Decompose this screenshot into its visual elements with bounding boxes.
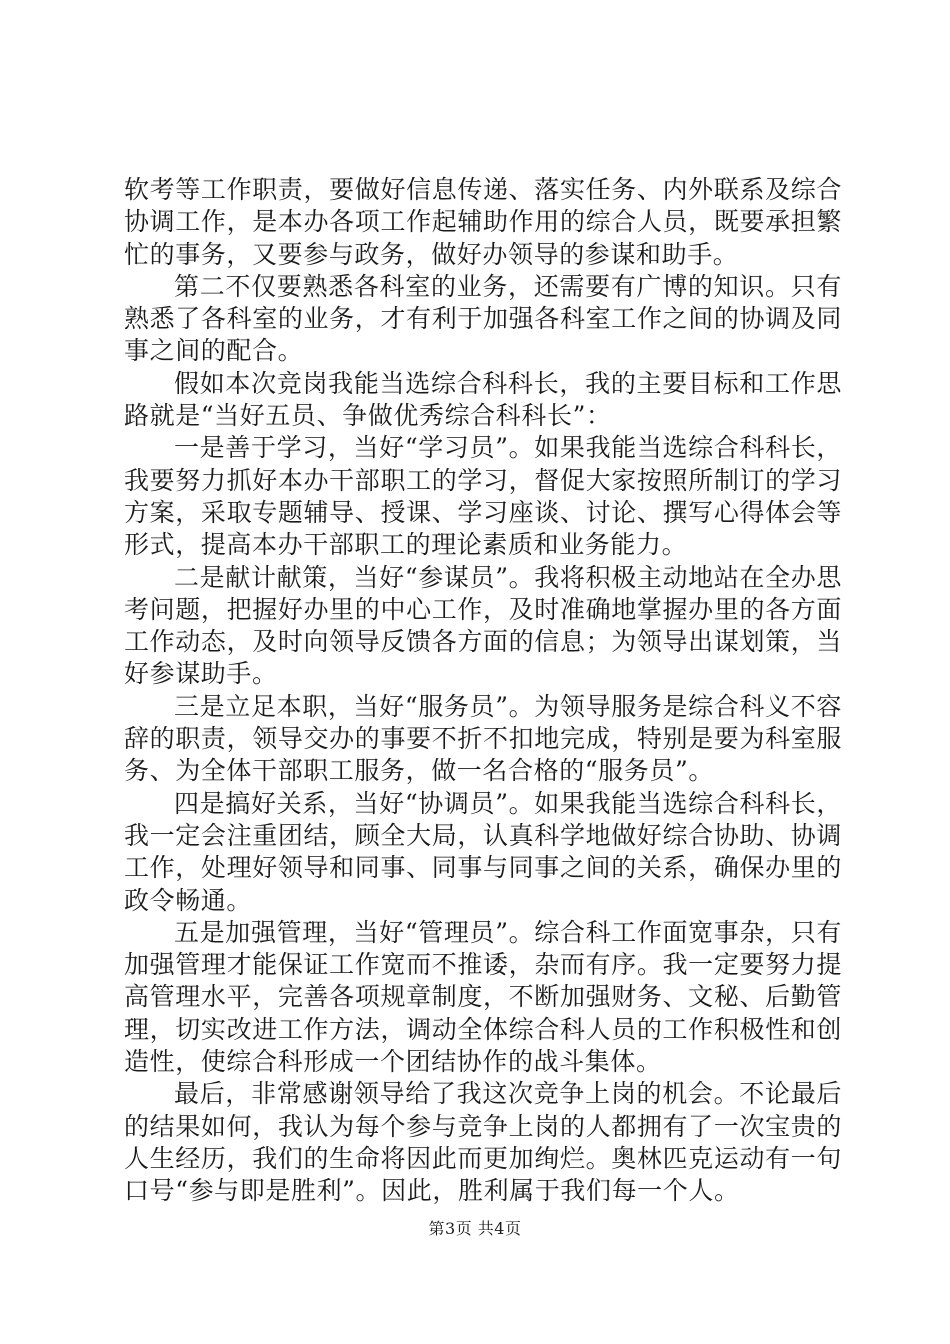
paragraph-continuation: 软考等工作职责，要做好信息传递、落实任务、内外联系及综合协调工作，是本办各项工作起辅助作用的综合人员，既要承担繁忙的事务，又要参与政务，做好办领导的参谋和助手。 [124,175,842,269]
paragraph-service: 三是立足本职，当好“服务员”。为领导服务是综合科义不容辞的职责，领导交办的事要不折不扣地完成，特别是要为科室服务、为全体干部职工服务，做一名合格的“服务员”。 [124,691,842,786]
paragraph-coordination: 四是搞好关系，当好“协调员”。如果我能当选综合科科长，我一定会注重团结，顾全大局，认真科学地做好综合协助、协调工作，处理好领导和同事、同事与同事之间的关系，确保办里的政令畅通。 [124,788,842,915]
document-body [124,174,842,1208]
paragraph-study: 一是善于学习，当好“学习员”。如果我能当选综合科科长，我要努力抓好本办干部职工的学习，督促大家按照所制订的学习方案，采取专题辅导、授课、学习座谈、讨论、撰写心得体会等形式，提高本办干部职工的理论素质和业务能力。 [124,433,842,560]
paragraph-management: 五是加强管理，当好“管理员”。综合科工作面宽事杂，只有加强管理才能保证工作宽而不推诿，杂而有序。我一定要努力提高管理水平，完善各项规章制度，不断加强财务、文秘、后勤管理，切实改进工作方法，调动全体综合科人员的工作积极性和创造性，使综合科形成一个团结协作的战斗集体。 [124,917,842,1077]
page-number-footer: 第3页 共4页 [428,1219,522,1238]
paragraph-knowledge: 第二不仅要熟悉各科室的业务，还需要有广博的知识。只有熟悉了各科室的业务，才有利于加强各科室工作之间的协调及同事之间的配合。 [124,271,842,366]
paragraph-goals: 假如本次竞岗我能当选综合科科长，我的主要目标和工作思路就是“当好五员、争做优秀综合科科长”： [124,368,842,431]
paragraph-closing: 最后，非常感谢领导给了我这次竞争上岗的机会。不论最后的结果如何，我认为每个参与竞争上岗的人都拥有了一次宝贵的人生经历，我们的生命将因此而更加绚烂。奥林匹克运动有一句口号“参与即是胜利”。因此，胜利属于我们每一个人。 [124,1079,842,1206]
paragraph-advisor: 二是献计献策，当好“参谋员”。我将积极主动地站在全办思考问题，把握好办里的中心工作，及时准确地掌握办里的各方面工作动态，及时向领导反馈各方面的信息；为领导出谋划策，当好参谋助手。 [124,562,842,689]
